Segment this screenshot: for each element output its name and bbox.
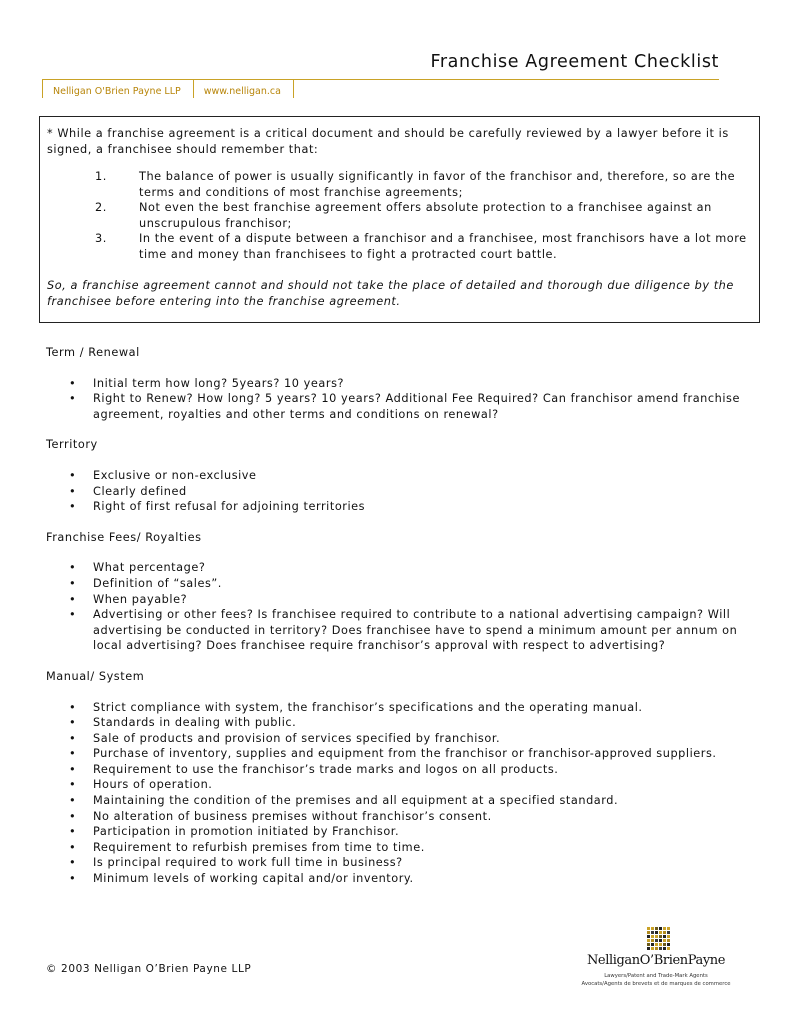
- notice-item-number: 1.: [95, 170, 107, 183]
- notice-item-text: The balance of power is usually significantly in favor of the franchisor and, therefore, so are the terms and conditions of most franchise agreements;: [139, 170, 736, 199]
- list-item: • Exclusive or non-exclusive: [46, 468, 746, 484]
- list-item: • When payable?: [46, 592, 746, 608]
- notice-item-text: In the event of a dispute between a franchisor and a franchisee, most franchisors have a lot more time and money than franchisees to fight a protracted court battle.: [139, 232, 747, 261]
- list-item: • What percentage?: [46, 560, 746, 576]
- website-link[interactable]: www.nelligan.ca: [193, 79, 294, 98]
- list-item: • Strict compliance with system, the franchisor’s specifications and the operating manual.: [46, 700, 746, 716]
- checklist-content: [46, 345, 746, 902]
- logo-tagline-en: Lawyers/Patent and Trade-Mark Agents: [604, 973, 708, 979]
- notice-item: [47, 169, 750, 200]
- list-item: • Sale of products and provision of services specified by franchisor.: [46, 731, 746, 747]
- section-heading-manual-system: Manual/ System: [46, 669, 145, 683]
- list-item: • Advertising or other fees? Is franchisee required to contribute to a national advertising campaign? Will advertising be conducted in territory? Does franchisee have to spend a minimum amount per annum on local advertising? Does franchisee require franchisor’s approval with respect to advertising?: [46, 607, 746, 654]
- notice-closing: So, a franchise agreement cannot and should not take the place of detailed and thorough due diligence by the franchisee before entering into the franchise agreement.: [47, 279, 734, 308]
- notice-list: [47, 169, 750, 262]
- notice-intro: * While a franchise agreement is a critical document and should be carefully reviewed by a lawyer before it is signed, a franchisee should remember that:: [47, 127, 729, 156]
- list-item: • Is principal required to work full time in business?: [46, 855, 746, 871]
- notice-item: [47, 231, 750, 262]
- section-heading-term-renewal: Term / Renewal: [46, 346, 140, 359]
- logo-dot-grid-icon: [646, 926, 671, 951]
- logo-wordmark: NelliganO’BrienPayne: [586, 953, 726, 968]
- territory-list: [46, 468, 746, 515]
- notice-item-number: 3.: [95, 232, 107, 245]
- notice-box: [39, 116, 760, 323]
- firm-logo: [574, 926, 738, 992]
- list-item: • Maintaining the condition of the premises and all equipment at a specified standard.: [46, 793, 746, 809]
- list-item: • Definition of “sales”.: [46, 576, 746, 592]
- list-item: • Participation in promotion initiated by Franchisor.: [46, 824, 746, 840]
- list-item: • Clearly defined: [46, 484, 746, 500]
- copyright-footer: © 2003 Nelligan O’Brien Payne LLP: [46, 963, 252, 975]
- list-item: • Requirement to use the franchisor’s trade marks and logos on all products.: [46, 762, 746, 778]
- section-heading-territory: Territory: [46, 438, 98, 452]
- fees-royalties-list: [46, 560, 746, 654]
- list-item: • Minimum levels of working capital and/or inventory.: [46, 871, 746, 887]
- list-item: • Right to Renew? How long? 5 years? 10 years? Additional Fee Required? Can franchisor amend franchise agreement, royalties and other terms and conditions on renewal?: [46, 391, 746, 422]
- list-item: • Standards in dealing with public.: [46, 715, 746, 731]
- logo-tagline-fr: Avocats/Agents de brevets et de marques de commerce: [581, 981, 731, 987]
- list-item: • Initial term how long? 5years? 10 years?: [46, 376, 746, 392]
- notice-item-text: Not even the best franchise agreement offers absolute protection to a franchisee against an unscrupulous franchisor;: [139, 201, 712, 230]
- notice-item: [47, 200, 750, 231]
- page-title: Franchise Agreement Checklist: [430, 52, 719, 72]
- list-item: • Hours of operation.: [46, 777, 746, 793]
- firm-name-tab: Nelligan O'Brien Payne LLP: [42, 79, 193, 98]
- list-item: • Right of first refusal for adjoining territories: [46, 499, 746, 515]
- header-tabs: [42, 79, 294, 98]
- section-heading-fees-royalties: Franchise Fees/ Royalties: [46, 530, 202, 544]
- manual-system-list: [46, 700, 746, 887]
- notice-item-number: 2.: [95, 201, 107, 214]
- list-item: • Requirement to refurbish premises from time to time.: [46, 840, 746, 856]
- list-item: • Purchase of inventory, supplies and equipment from the franchisor or franchisor-approved suppliers.: [46, 746, 746, 762]
- term-renewal-list: [46, 376, 746, 423]
- list-item: • No alteration of business premises without franchisor’s consent.: [46, 809, 746, 825]
